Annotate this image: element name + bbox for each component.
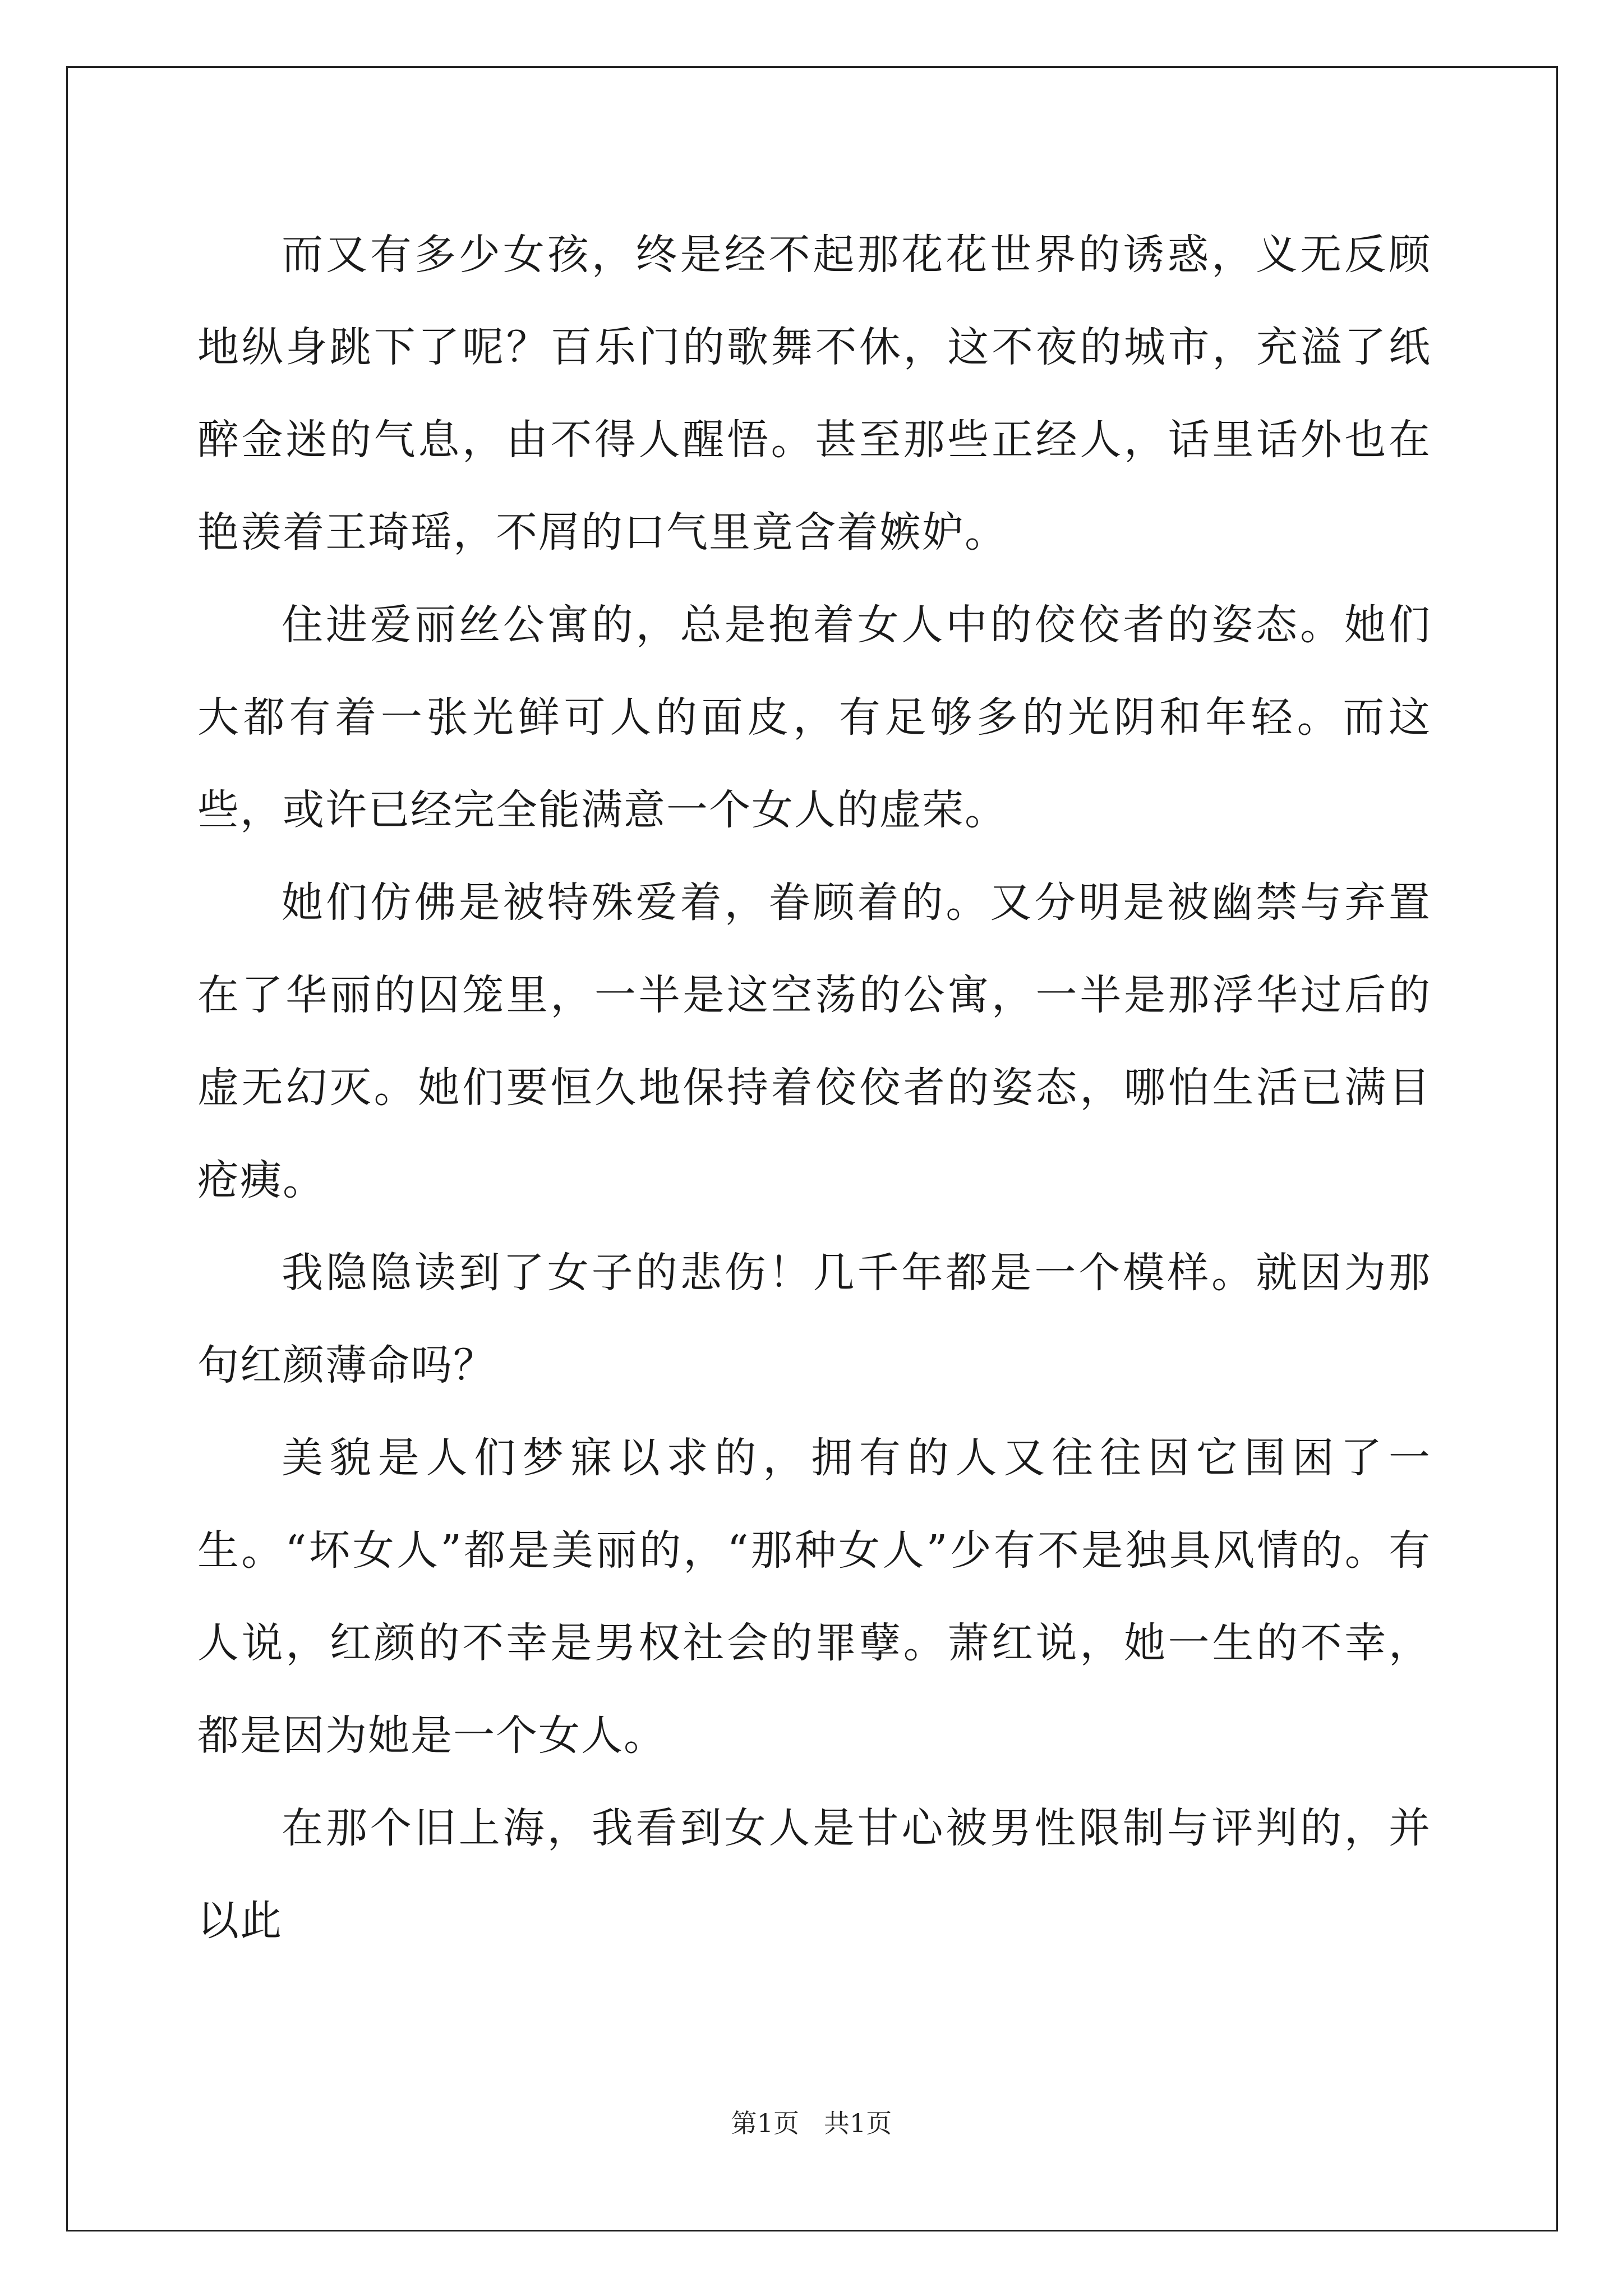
paragraph-4: 我隐隐读到了女子的悲伤！几千年都是一个模样。就因为那句红颜薄命吗？	[197, 1249, 1431, 1389]
paragraph-3: 她们仿佛是被特殊爱着，眷顾着的。又分明是被幽禁与弃置在了华丽的囚笼里，一半是这空荡的公寓，一半是那浮华过后的虚无幻灭。她们要恒久地保持着佼佼者的姿态，哪怕生活已满目疮痍。	[197, 878, 1431, 1204]
page-total: 共1页	[823, 2108, 892, 2138]
page-number: 第1页	[731, 2108, 800, 2138]
page-footer	[0, 2106, 1623, 2140]
paragraph-1: 而又有多少女孩，终是经不起那花花世界的诱惑，义无反顾地纵身跳下了呢？百乐门的歌舞不休，这不夜的城市，充溢了纸醉金迷的气息，由不得人醒悟。甚至那些正经人，话里话外也在艳羡着王琦瑶，不屑的口气里竟含着嫉妒。	[197, 231, 1431, 556]
document-body	[197, 209, 1431, 1967]
paragraph-6: 在那个旧上海，我看到女人是甘心被男性限制与评判的，并以此	[197, 1804, 1431, 1945]
paragraph-5: 美貌是人们梦寐以求的，拥有的人又往往因它围困了一生。“坏女人”都是美丽的，“那种女人”少有不是独具风情的。有人说，红颜的不幸是男权社会的罪孽。萧红说，她一生的不幸，都是因为她是一个女人。	[197, 1434, 1431, 1760]
paragraph-2: 住进爱丽丝公寓的，总是抱着女人中的佼佼者的姿态。她们大都有着一张光鲜可人的面皮，有足够多的光阴和年轻。而这些，或许已经完全能满意一个女人的虚荣。	[197, 601, 1431, 834]
